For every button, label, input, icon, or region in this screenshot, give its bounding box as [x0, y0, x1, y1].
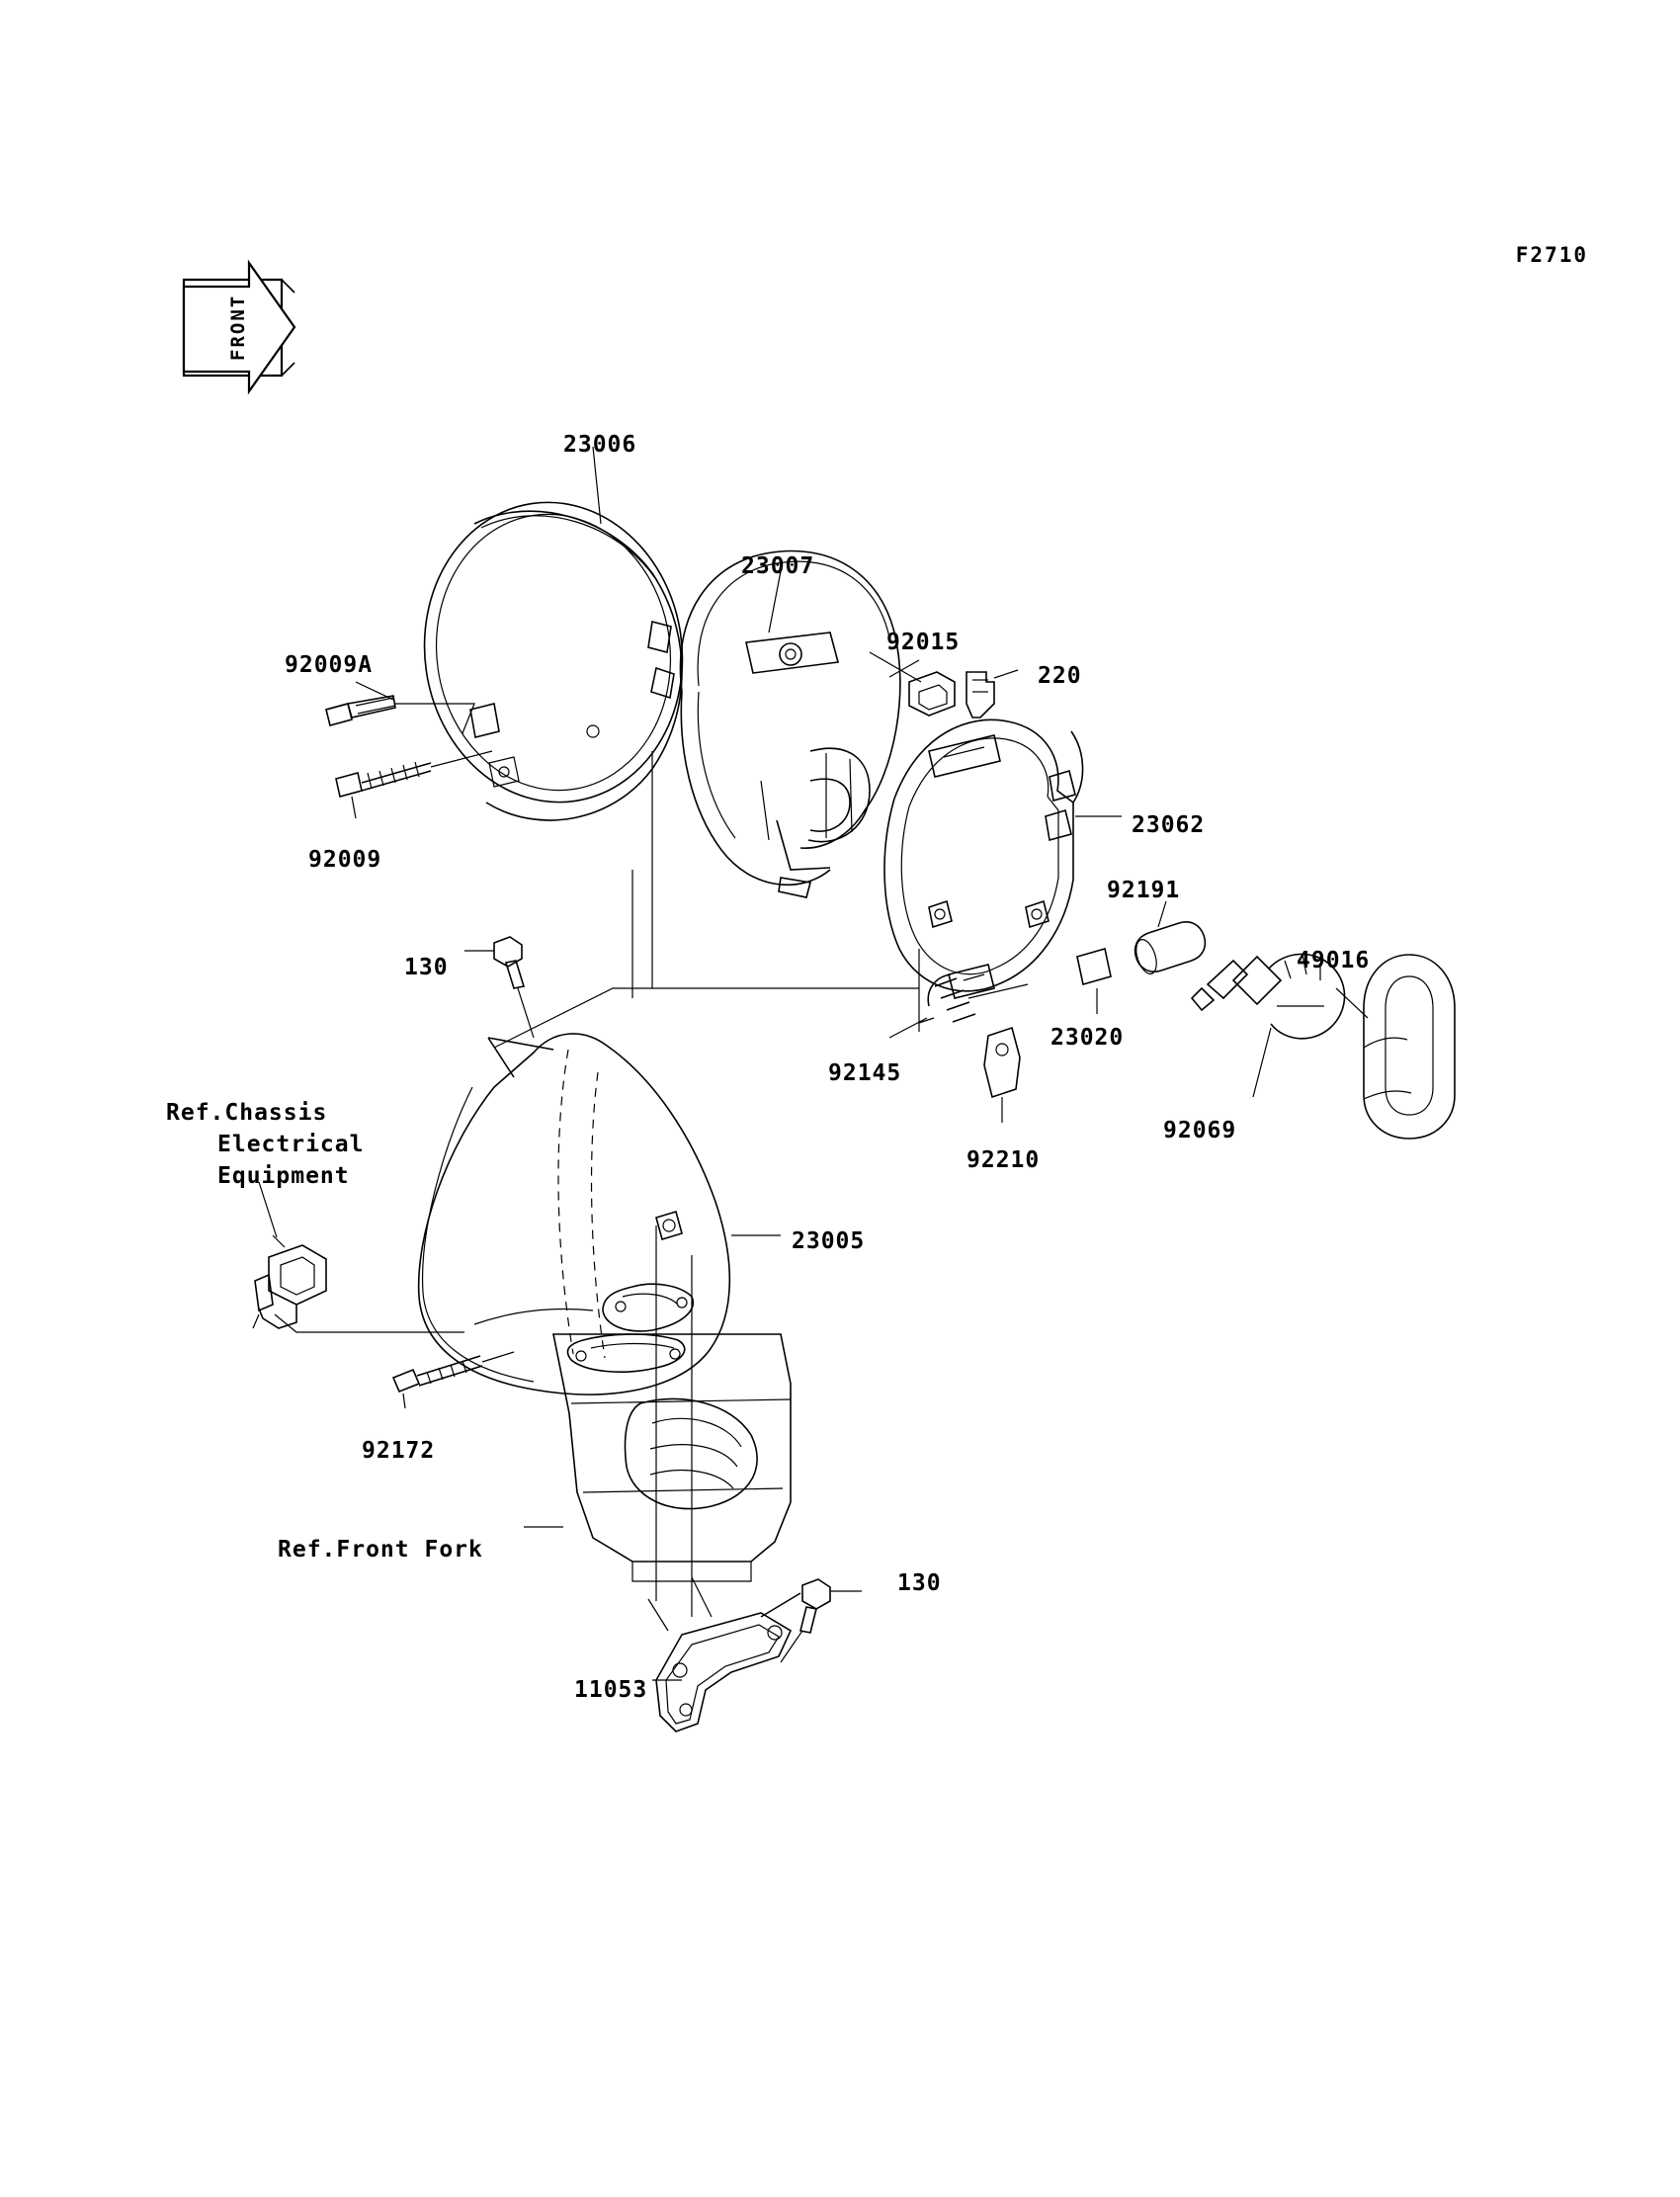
part-220-screw [966, 670, 1018, 718]
part-92145-spring [889, 974, 1028, 1038]
label-part-92172: 92172 [362, 1438, 436, 1464]
part-130-bottom-screw [781, 1579, 862, 1662]
part-23020-part [1077, 949, 1111, 1014]
label-part-23062: 23062 [1132, 812, 1206, 838]
label-part-130-bottom: 130 [897, 1570, 942, 1596]
ref-chassis-line-2: Electrical [217, 1132, 365, 1157]
part-49016-cover [1336, 955, 1455, 1139]
ref-chassis-line-3: Equipment [217, 1163, 350, 1189]
diagram-code: F2710 [1515, 243, 1588, 267]
front-marker-label: FRONT [227, 294, 249, 361]
label-part-49016: 49016 [1297, 948, 1371, 973]
label-part-92191: 92191 [1107, 878, 1181, 903]
label-part-92069: 92069 [1163, 1118, 1237, 1143]
part-92015-nut [870, 652, 955, 716]
label-part-23020: 23020 [1050, 1025, 1125, 1051]
part-130-top-screw [464, 937, 534, 1038]
ref-chassis-line-1: Ref.Chassis [166, 1100, 328, 1126]
label-part-92210: 92210 [966, 1147, 1041, 1173]
label-part-92145: 92145 [828, 1060, 902, 1086]
part-23005-housing [419, 1034, 781, 1394]
part-92191-tube [1131, 901, 1211, 976]
label-part-130-top: 130 [404, 955, 449, 980]
ref-front-fork-part [524, 1334, 791, 1581]
part-92069-bulb [1192, 954, 1345, 1097]
part-23006-rim [405, 447, 702, 820]
label-part-11053: 11053 [574, 1677, 648, 1703]
label-part-23005: 23005 [792, 1228, 866, 1254]
ref-chassis-electrical-label [166, 1100, 365, 1189]
label-part-92015: 92015 [886, 630, 961, 655]
label-part-92009A: 92009A [285, 652, 374, 678]
part-23007-reflector [680, 551, 899, 897]
label-part-23006: 23006 [563, 432, 637, 458]
part-11053-bracket [648, 1577, 800, 1732]
part-23062-bracket [884, 719, 1122, 998]
label-part-92009: 92009 [308, 847, 382, 873]
ref-front-fork-label: Ref.Front Fork [278, 1537, 483, 1563]
label-part-23007: 23007 [741, 553, 815, 579]
label-part-220: 220 [1038, 663, 1082, 689]
